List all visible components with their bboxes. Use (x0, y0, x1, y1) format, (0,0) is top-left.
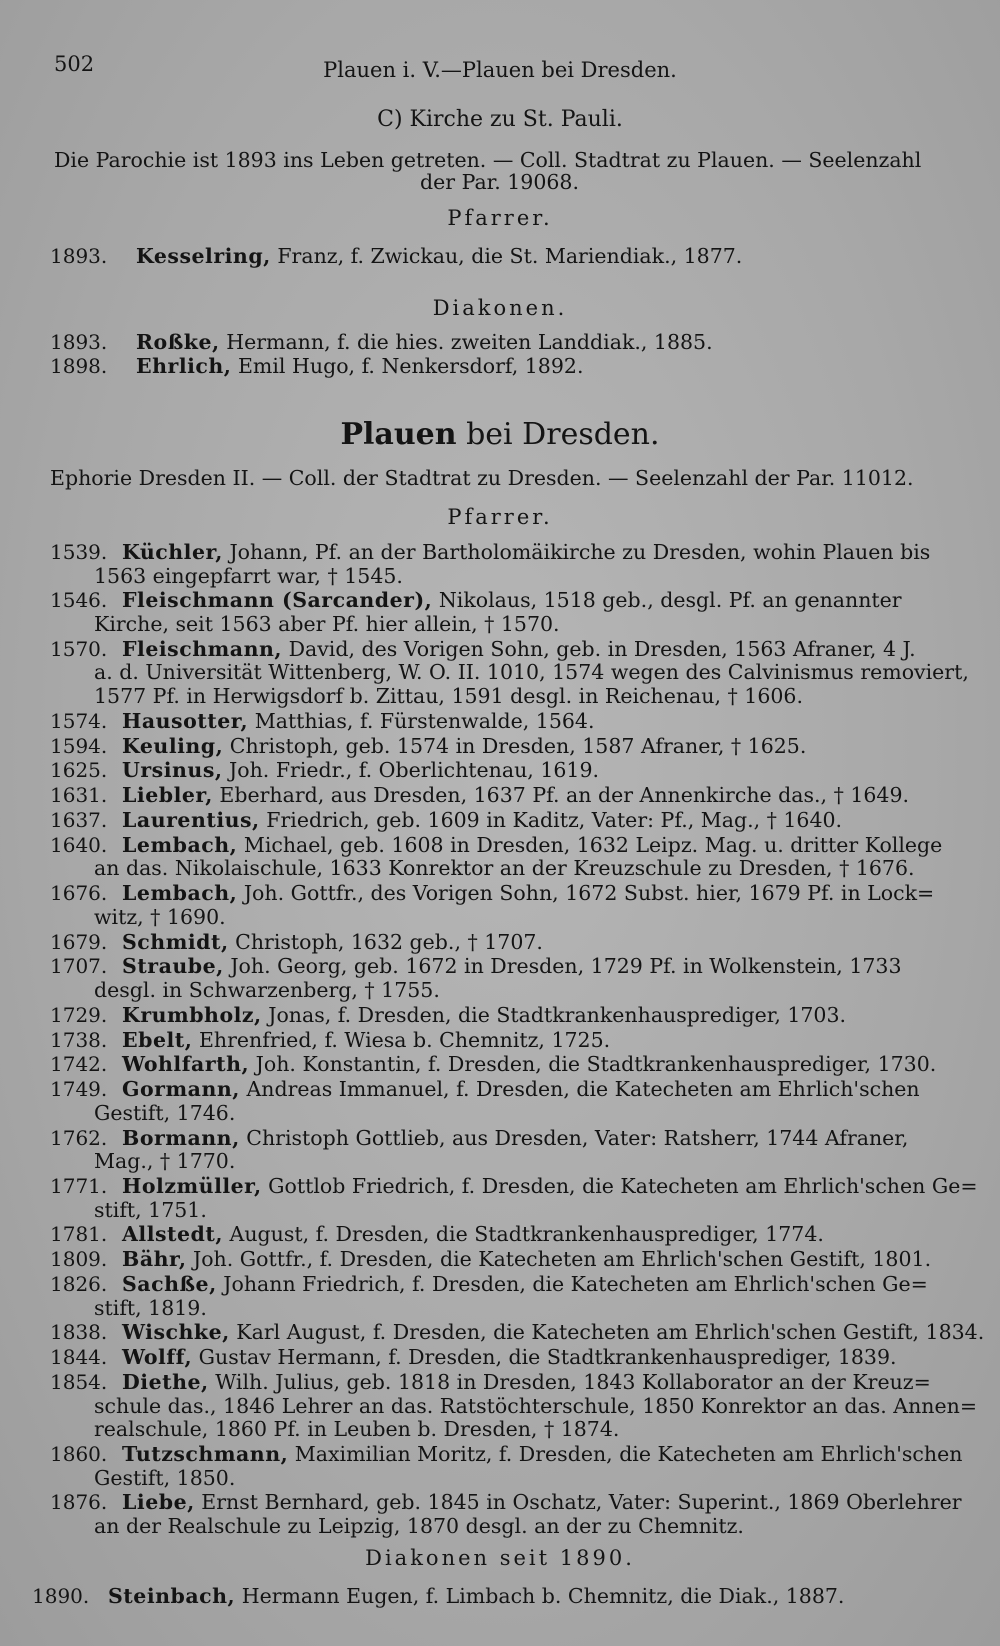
entry-year: 1729. (50, 1002, 108, 1027)
entry-text: Johann, Pf. an der Bartholomäikirche zu Dresden, wohin Plauen bis (229, 540, 931, 564)
diakonen-heading: Diakonen seit 1890. (365, 1546, 635, 1570)
entry-text: a. d. Universität Wittenberg, W. O. II. 1010, 1574 wegen des Calvinismus removiert, (94, 660, 969, 685)
entry-year: 1676. (50, 881, 108, 906)
entry-year: 1631. (50, 783, 108, 808)
entry-name: Hausotter, (122, 708, 249, 733)
entry-year: 1574. (50, 708, 108, 733)
entry-text: stift, 1819. (94, 1295, 207, 1320)
entry-text: Karl August, f. Dresden, die Katecheten am Ehrlich'schen Gestift, 1834. (236, 1320, 985, 1345)
entry-text: Emil Hugo, f. Nenkersdorf, 1892. (237, 354, 584, 378)
entry-year: 1826. (50, 1272, 108, 1296)
entry-name: Bormann, (122, 1125, 240, 1150)
entry-name: Lembach, (122, 832, 238, 857)
title-bold: Plauen (340, 417, 457, 452)
entry-text: realschule, 1860 Pf. in Leuben b. Dresden, † 1874. (94, 1417, 620, 1442)
entry-text: Joh. Friedr., f. Oberlichtenau, 1619. (229, 758, 600, 783)
entry-year: 1570. (50, 636, 108, 661)
entry-name: Diethe, (122, 1370, 209, 1394)
entry-name: Fleischmann, (122, 636, 283, 661)
entry-text: 1577 Pf. in Herwigsdorf b. Zittau, 1591 desgl. in Reichenau, † 1606. (94, 683, 803, 708)
section-c-intro-cont: der Par. 19068. (420, 170, 579, 194)
entry-year: 1838. (50, 1320, 108, 1345)
entry-text: Gestift, 1850. (94, 1465, 236, 1490)
entry-name: Liebe, (122, 1490, 195, 1515)
entry-name: Ehrlich, (136, 354, 232, 378)
entry-text: August, f. Dresden, die Stadtkrankenhausprediger, 1774. (229, 1222, 824, 1247)
title-rest: bei Dresden. (466, 417, 660, 452)
entry-text: Hermann, f. die hies. zweiten Landdiak., 1885. (226, 330, 713, 354)
entry-text: Michael, geb. 1608 in Dresden, 1632 Leipz. Mag. u. dritter Kollege (243, 832, 943, 857)
entry-year: 1809. (50, 1247, 108, 1272)
entry-text: Nikolaus, 1518 geb., desgl. Pf. an genannter (438, 588, 902, 613)
entry-text: Gustav Hermann, f. Dresden, die Stadtkrankenhausprediger, 1839. (198, 1345, 897, 1370)
entry-year: 1640. (50, 832, 108, 857)
running-header: Plauen i. V.—Plauen bei Dresden. (323, 58, 677, 82)
entry-text: Johann Friedrich, f. Dresden, die Katecheten am Ehrlich'schen Ge= (223, 1272, 928, 1296)
diakonen-heading-c: Diakonen. (432, 296, 568, 320)
entry-text: Gestift, 1746. (94, 1100, 236, 1125)
entry-text: an das. Nikolaischule, 1633 Konrektor an der Kreuzschule zu Dresden, † 1676. (94, 856, 915, 881)
entry-year: 1854. (50, 1370, 108, 1394)
entry-name: Fleischmann (Sarcander), (122, 588, 433, 613)
entry-name: Küchler, (122, 540, 223, 564)
entry-name: Schmidt, (122, 929, 229, 954)
entry-text: Friedrich, geb. 1609 in Kaditz, Vater: Pf., Mag., † 1640. (266, 808, 843, 832)
entry-year: 1738. (50, 1027, 108, 1052)
entry-text: Ehrenfried, f. Wiesa b. Chemnitz, 1725. (198, 1027, 611, 1052)
entry-text: Hermann Eugen, f. Limbach b. Chemnitz, die Diak., 1887. (241, 1584, 845, 1608)
entry-year: 1546. (50, 588, 108, 613)
entry-text: Christoph Gottlieb, aus Dresden, Vater: Ratsherr, 1744 Afraner, (246, 1125, 909, 1150)
entry-name: Bähr, (122, 1247, 187, 1272)
entry-text: Kirche, seit 1563 aber Pf. hier allein, † 1570. (94, 611, 560, 636)
entry-name: Keuling, (122, 733, 224, 758)
entry-year: 1860. (50, 1442, 108, 1466)
entry-text: 1563 eingepfarrt war, † 1545. (94, 563, 403, 588)
entry-name: Sachße, (122, 1272, 217, 1296)
entry-text: Joh. Konstantin, f. Dresden, die Stadtkrankenhausprediger, 1730. (255, 1052, 937, 1077)
entry-text: Matthias, f. Fürstenwalde, 1564. (254, 708, 595, 733)
entry-name: Ursinus, (122, 758, 223, 783)
entry-name: Steinbach, (108, 1584, 236, 1608)
entry-text: Maximilian Moritz, f. Dresden, die Katecheten am Ehrlich'schen (294, 1442, 963, 1466)
entry-text: Joh. Gottfr., f. Dresden, die Katecheten am Ehrlich'schen Gestift, 1801. (193, 1247, 932, 1272)
entry-year: 1844. (50, 1345, 108, 1370)
entry-year: 1898. (50, 354, 108, 378)
entry-text: Joh. Georg, geb. 1672 in Dresden, 1729 Pf. in Wolkenstein, 1733 (230, 954, 902, 979)
entry-name: Roßke, (136, 330, 220, 354)
entry-text: Wilh. Julius, geb. 1818 in Dresden, 1843 Kollaborator an der Kreuz= (215, 1370, 931, 1394)
entry-name: Gormann, (122, 1077, 240, 1102)
entry-year: 1539. (50, 540, 108, 564)
entry-text: stift, 1751. (94, 1197, 207, 1222)
section-c-heading: C) Kirche zu St. Pauli. (377, 107, 623, 132)
entry-year: 1637. (50, 808, 108, 832)
entry-name: Liebler, (122, 783, 213, 808)
entry-name: Lembach, (122, 881, 238, 906)
entry-name: Wohlfarth, (122, 1052, 250, 1077)
entry-year: 1893. (50, 244, 108, 268)
entry-text: an der Realschule zu Leipzig, 1870 desgl. an der zu Chemnitz. (94, 1513, 744, 1538)
entry-year: 1679. (50, 929, 108, 954)
entry-name: Krumbholz, (122, 1002, 262, 1027)
page-title (0, 418, 1000, 452)
entry-year: 1876. (50, 1490, 108, 1515)
entry-text: witz, † 1690. (94, 904, 226, 929)
entry-name: Wischke, (122, 1320, 230, 1345)
section-c-intro: Die Parochie ist 1893 ins Leben getreten. — Coll. Stadtrat zu Plauen. — Seelenzahl (54, 148, 922, 172)
entry-year: 1742. (50, 1052, 108, 1077)
entry-name: Laurentius, (122, 808, 260, 832)
entry-year: 1762. (50, 1125, 108, 1150)
pfarrer-heading: Pfarrer. (447, 505, 553, 529)
entry-name: Holzmüller, (122, 1174, 262, 1198)
page-number: 502 (54, 52, 95, 76)
pfarrer-heading-c: Pfarrer. (447, 206, 553, 230)
entry-year: 1749. (50, 1077, 108, 1102)
entry-text: Eberhard, aus Dresden, 1637 Pf. an der Annenkirche das., † 1649. (219, 783, 910, 808)
entry-year: 1781. (50, 1222, 108, 1247)
entry-name: Wolff, (122, 1345, 193, 1370)
entry-year: 1893. (50, 330, 108, 354)
entry-text: schule das., 1846 Lehrer an das. Ratstöchterschule, 1850 Konrektor an das. Annen= (94, 1393, 978, 1418)
entry-text: Gottlob Friedrich, f. Dresden, die Katecheten am Ehrlich'schen Ge= (268, 1174, 978, 1198)
entry-text: desgl. in Schwarzenberg, † 1755. (94, 977, 440, 1002)
parish-intro: Ephorie Dresden II. — Coll. der Stadtrat zu Dresden. — Seelenzahl der Par. 11012. (50, 466, 914, 490)
entry-text: Joh. Gottfr., des Vorigen Sohn, 1672 Subst. hier, 1679 Pf. in Lock= (243, 881, 935, 906)
entry-name: Allstedt, (122, 1222, 223, 1247)
entry-year: 1890. (32, 1584, 90, 1608)
entry-text: Christoph, geb. 1574 in Dresden, 1587 Afraner, † 1625. (229, 733, 807, 758)
entry-year: 1771. (50, 1174, 108, 1198)
entry-text: David, des Vorigen Sohn, geb. in Dresden, 1563 Afraner, 4 J. (288, 636, 916, 661)
entry-name: Tutzschmann, (122, 1442, 289, 1466)
entry-year: 1625. (50, 758, 108, 783)
entry-year: 1594. (50, 733, 108, 758)
entry-text: Christoph, 1632 geb., † 1707. (235, 929, 543, 954)
entry-text: Andreas Immanuel, f. Dresden, die Katecheten am Ehrlich'schen (246, 1077, 920, 1102)
entry-text: Ernst Bernhard, geb. 1845 in Oschatz, Vater: Superint., 1869 Oberlehrer (201, 1490, 962, 1515)
entry-text: Mag., † 1770. (94, 1149, 236, 1174)
entry-text: Jonas, f. Dresden, die Stadtkrankenhausprediger, 1703. (268, 1002, 847, 1027)
entry-text: Franz, f. Zwickau, die St. Mariendiak., 1877. (277, 244, 743, 268)
entry-name: Straube, (122, 954, 224, 979)
entry-name: Kesselring, (136, 244, 271, 268)
entry-year: 1707. (50, 954, 108, 979)
entry-name: Ebelt, (122, 1027, 193, 1052)
